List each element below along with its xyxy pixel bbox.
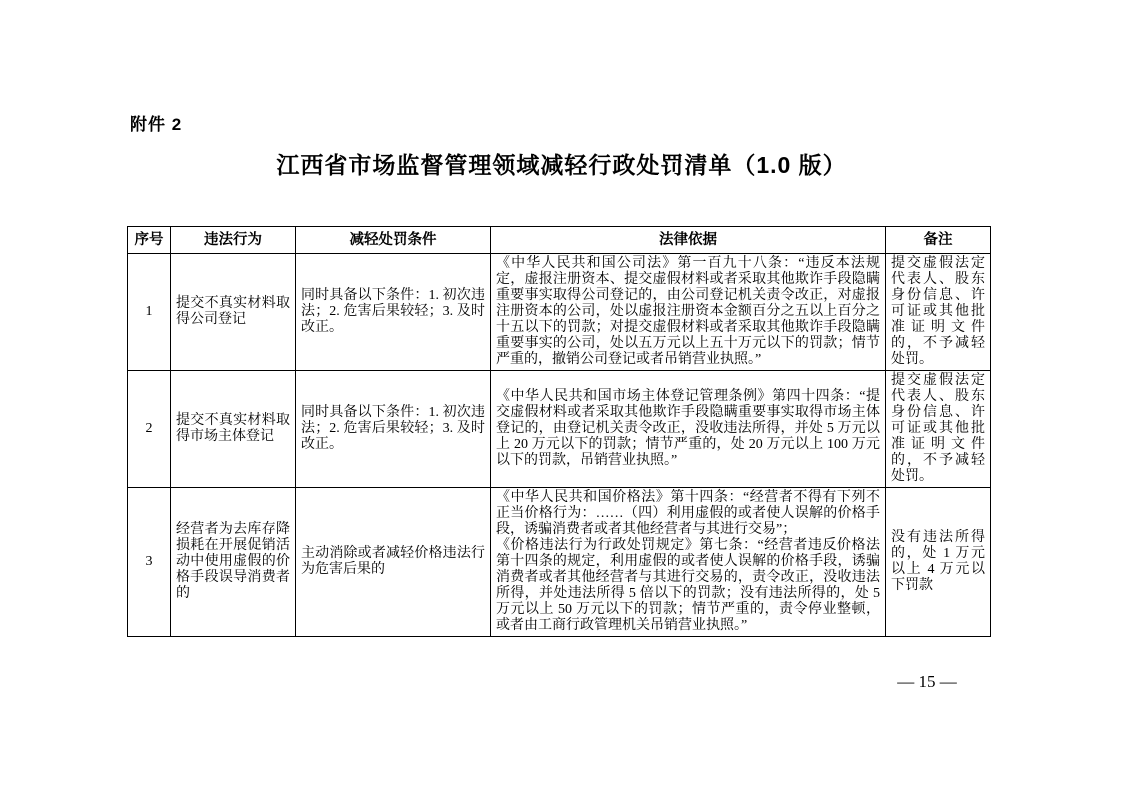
table-row: [128, 488, 991, 637]
cell-seq: 1: [128, 254, 171, 371]
cell-legal-basis: [491, 488, 886, 637]
page-number: — 15 —: [897, 672, 957, 691]
attachment-label: 附件 2: [130, 115, 183, 134]
table-header-row: [128, 227, 991, 254]
penalty-list-table: [127, 226, 991, 637]
legal-paragraph: 《中华人民共和国公司法》第一百九十八条：“违反本法规定，虚报注册资本、提交虚假材料或者采取其他欺诈手段隐瞒重要事实取得公司登记的，由公司登记机关责令改正，对虚报注册资本的公司，处以虚报注册资本金额百分之五以上百分之十五以下的罚款；对提交虚假材料或者采取其他欺诈手段隐瞒重要事实的公司，处以五万元以上五十万元以下的罚款；情节严重的，撤销公司登记或者吊销营业执照。”: [496, 256, 880, 367]
column-header-condition: 减轻处罚条件: [296, 227, 491, 254]
legal-paragraph: 《价格违法行为行政处罚规定》第七条：“经营者违反价格法第十四条的规定，利用虚假的或者使人误解的价格手段，诱骗消费者或者其他经营者与其进行交易的，责令改正，没收违法所得，并处违法所得 5 倍以下的罚款；没有违法所得的，处 5 万元以上 50 万元以下的罚款；情节严重的，责令停业整顿，或者由工商行政管理机关吊销营业执照。”: [496, 538, 880, 633]
cell-remark: 提交虚假法定代表人、股东身份信息、许可证或其他批准证明文件的，不予减轻处罚。: [886, 371, 991, 488]
legal-paragraph: 《中华人民共和国市场主体登记管理条例》第四十四条：“提交虚假材料或者采取其他欺诈手段隐瞒重要事实取得市场主体登记的，由登记机关责令改正，没收违法所得，并处 5 万元以上 20 万元以下的罚款；情节严重的，处 20 万元以上 100 万元以下的罚款，吊销营业执照。”: [496, 389, 880, 468]
cell-seq: 2: [128, 371, 171, 488]
table-row: [128, 254, 991, 371]
cell-legal-basis: [491, 254, 886, 371]
cell-remark: 没有违法所得的，处 1 万元以上 4 万元以下罚款: [886, 488, 991, 637]
column-header-remark: 备注: [886, 227, 991, 254]
cell-violation: 提交不真实材料取得市场主体登记: [171, 371, 296, 488]
cell-violation: 提交不真实材料取得公司登记: [171, 254, 296, 371]
column-header-violation: 违法行为: [171, 227, 296, 254]
document-title: 江西省市场监督管理领域减轻行政处罚清单（1.0 版）: [276, 152, 847, 178]
cell-remark: 提交虚假法定代表人、股东身份信息、许可证或其他批准证明文件的，不予减轻处罚。: [886, 254, 991, 371]
cell-violation: 经营者为去库存降损耗在开展促销活动中使用虚假的价格手段误导消费者的: [171, 488, 296, 637]
column-header-seq: 序号: [128, 227, 171, 254]
cell-condition: 同时具备以下条件：1. 初次违法；2. 危害后果较轻；3. 及时改正。: [296, 371, 491, 488]
cell-seq: 3: [128, 488, 171, 637]
legal-paragraph: 《中华人民共和国价格法》第十四条：“经营者不得有下列不正当价格行为：……（四）利用虚假的或者使人误解的价格手段，诱骗消费者或者其他经营者与其进行交易”；: [496, 490, 880, 537]
cell-condition: 同时具备以下条件：1. 初次违法；2. 危害后果较轻；3. 及时改正。: [296, 254, 491, 371]
cell-condition: 主动消除或者减轻价格违法行为危害后果的: [296, 488, 491, 637]
table-row: [128, 371, 991, 488]
cell-legal-basis: [491, 371, 886, 488]
column-header-legal-basis: 法律依据: [491, 227, 886, 254]
